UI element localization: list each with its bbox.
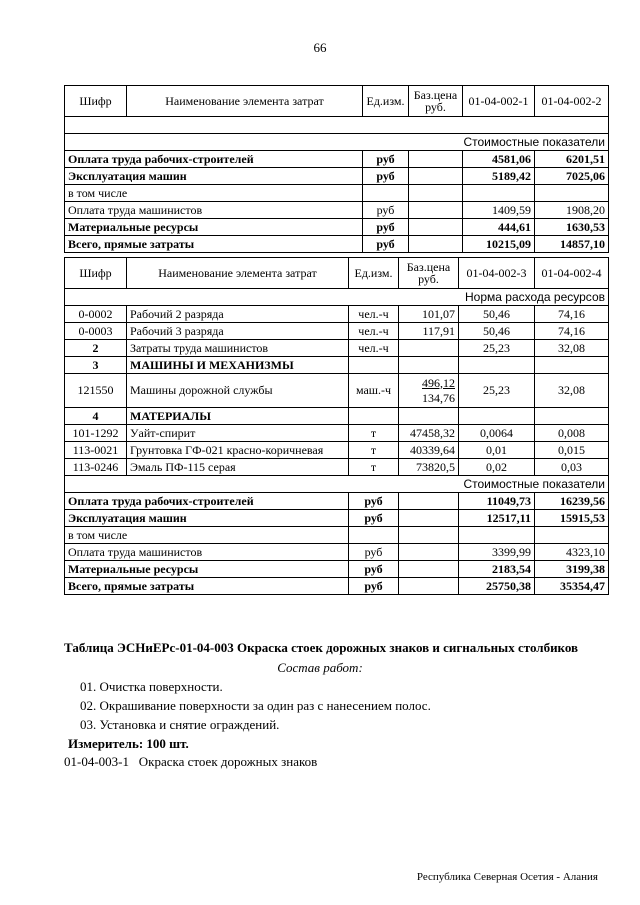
row-unit (349, 527, 399, 544)
row-value2 (535, 527, 609, 544)
row-name: Всего, прямые затраты (65, 236, 363, 253)
header-col2: 01-04-002-2 (535, 86, 609, 117)
section-label: Норма расхода ресурсов (65, 289, 609, 306)
row-price: 101,07 (399, 306, 459, 323)
table-row (65, 236, 609, 253)
header-code: Шифр (65, 86, 127, 117)
row-value1: 0,0064 (459, 425, 535, 442)
row-code: 0-0002 (65, 306, 127, 323)
section-label: Стоимостные показатели (65, 476, 609, 493)
table-row (65, 202, 609, 219)
row-name: в том числе (65, 185, 363, 202)
row-name: Эксплуатация машин (65, 510, 349, 527)
table-row (65, 561, 609, 578)
row-price (409, 185, 463, 202)
table-row (65, 527, 609, 544)
table-row (65, 510, 609, 527)
table-caption: Таблица ЭСНиЕРс-01-04-003 Окраска стоек дорожных знаков и сигнальных столбиков (64, 640, 579, 655)
row-unit (349, 357, 399, 374)
group-row (65, 357, 609, 374)
row-price (399, 340, 459, 357)
row-code: 0-0003 (65, 323, 127, 340)
header-col1: 01-04-002-3 (459, 258, 535, 289)
row-value1: 0,01 (459, 442, 535, 459)
row-price: 40339,64 (399, 442, 459, 459)
row-value1: 10215,09 (463, 236, 535, 253)
row-name: Грунтовка ГФ-021 красно-коричневая (127, 442, 349, 459)
row-unit: руб (363, 168, 409, 185)
table-row (65, 151, 609, 168)
row-value2: 35354,47 (535, 578, 609, 595)
row-unit: маш.-ч (349, 374, 399, 408)
operation-item: 01. Очистка поверхности. (80, 679, 223, 694)
row-value1: 4581,06 (463, 151, 535, 168)
table-row (65, 219, 609, 236)
row-value2: 0,03 (535, 459, 609, 476)
row-price (399, 578, 459, 595)
row-value2 (535, 357, 609, 374)
header-base-line1: Баз.цена (406, 260, 451, 274)
row-unit: руб (363, 236, 409, 253)
header-base-line2: руб. (418, 272, 439, 286)
row-unit: руб (363, 219, 409, 236)
operation-item: 03. Установка и снятие ограждений. (80, 717, 280, 732)
row-unit (349, 408, 399, 425)
row-value1: 5189,42 (463, 168, 535, 185)
table-row (65, 425, 609, 442)
row-unit: т (349, 459, 399, 476)
cost-table-1 (64, 85, 609, 253)
header-col2: 01-04-002-4 (535, 258, 609, 289)
row-unit: т (349, 425, 399, 442)
section-row (65, 134, 609, 151)
norm-item: 01-04-003-1 Окраска стоек дорожных знаков (64, 754, 318, 769)
row-value2: 0,015 (535, 442, 609, 459)
row-value1: 50,46 (459, 323, 535, 340)
row-price (399, 408, 459, 425)
row-name: Рабочий 3 разряда (127, 323, 349, 340)
row-value2: 0,008 (535, 425, 609, 442)
table-row (65, 544, 609, 561)
operation-item: 02. Окрашивание поверхности за один раз с нанесением полос. (80, 698, 431, 713)
row-unit: чел.-ч (349, 323, 399, 340)
row-value1: 25,23 (459, 374, 535, 408)
header-col1: 01-04-002-1 (463, 86, 535, 117)
row-value1: 50,46 (459, 306, 535, 323)
row-price: 47458,32 (399, 425, 459, 442)
row-value2: 15915,53 (535, 510, 609, 527)
row-code: 2 (65, 340, 127, 357)
row-price (409, 236, 463, 253)
row-value1: 3399,99 (459, 544, 535, 561)
header-base-line2: руб. (425, 100, 446, 114)
group-code: 4 (65, 408, 127, 425)
page-number: 66 (313, 40, 327, 55)
row-value2: 3199,38 (535, 561, 609, 578)
row-name: Оплата труда рабочих-строителей (65, 151, 363, 168)
group-row (65, 408, 609, 425)
row-name: в том числе (65, 527, 349, 544)
work-composition-title: Состав работ: (277, 660, 363, 675)
row-price (399, 561, 459, 578)
table-row (65, 374, 609, 408)
table-row (65, 185, 609, 202)
header-unit: Ед.изм. (363, 86, 409, 117)
row-name: Затраты труда машинистов (127, 340, 349, 357)
footer-region: Республика Северная Осетия - Алания (416, 871, 598, 883)
row-value2: 1630,53 (535, 219, 609, 236)
row-price: 73820,5 (399, 459, 459, 476)
row-name: Оплата труда машинистов (65, 544, 349, 561)
row-value2: 4323,10 (535, 544, 609, 561)
row-name: Машины дорожной службы (127, 374, 349, 408)
row-value2: 6201,51 (535, 151, 609, 168)
row-value2: 14857,10 (535, 236, 609, 253)
row-unit: руб (363, 202, 409, 219)
row-unit: руб (349, 561, 399, 578)
row-name: Материальные ресурсы (65, 219, 363, 236)
row-value2 (535, 185, 609, 202)
spacer (65, 117, 609, 134)
table-row (65, 578, 609, 595)
row-value1: 25,23 (459, 340, 535, 357)
row-code: 121550 (65, 374, 127, 408)
row-value2: 7025,06 (535, 168, 609, 185)
header-unit: Ед.изм. (349, 258, 399, 289)
row-unit: руб (363, 151, 409, 168)
row-unit: руб (349, 578, 399, 595)
row-value2: 74,16 (535, 323, 609, 340)
header-base-line1: Баз.цена (413, 88, 458, 102)
row-name: Оплата труда рабочих-строителей (65, 493, 349, 510)
cost-table-2 (64, 257, 609, 595)
table-row (65, 168, 609, 185)
row-name: Рабочий 2 разряда (127, 306, 349, 323)
row-value1 (463, 185, 535, 202)
row-name: Всего, прямые затраты (65, 578, 349, 595)
row-unit: чел.-ч (349, 306, 399, 323)
section-label: Стоимостные показатели (65, 134, 609, 151)
row-value1: 0,02 (459, 459, 535, 476)
row-name: Материальные ресурсы (65, 561, 349, 578)
table-row (65, 493, 609, 510)
row-code: 113-0246 (65, 459, 127, 476)
row-value1: 1409,59 (463, 202, 535, 219)
row-value2: 1908,20 (535, 202, 609, 219)
row-value1: 444,61 (463, 219, 535, 236)
row-price (399, 544, 459, 561)
group-name: МАШИНЫ И МЕХАНИЗМЫ (127, 357, 349, 374)
row-unit: чел.-ч (349, 340, 399, 357)
row-code: 101-1292 (65, 425, 127, 442)
row-unit: руб (349, 544, 399, 561)
row-name: Эмаль ПФ-115 серая (127, 459, 349, 476)
row-price (399, 510, 459, 527)
row-price (409, 202, 463, 219)
row-price (409, 151, 463, 168)
row-unit: руб (349, 510, 399, 527)
row-value2: 32,08 (535, 374, 609, 408)
row-value2 (535, 408, 609, 425)
header-code: Шифр (65, 258, 127, 289)
row-value2: 74,16 (535, 306, 609, 323)
group-name: МАТЕРИАЛЫ (127, 408, 349, 425)
section-row (65, 289, 609, 306)
row-value1 (459, 357, 535, 374)
group-code: 3 (65, 357, 127, 374)
table-row (65, 459, 609, 476)
section-row (65, 476, 609, 493)
row-value2: 16239,56 (535, 493, 609, 510)
table-header (65, 86, 609, 117)
header-name: Наименование элемента затрат (127, 86, 363, 117)
row-unit: руб (349, 493, 399, 510)
row-price (399, 357, 459, 374)
row-price (409, 168, 463, 185)
measure-unit: Измеритель: 100 шт. (68, 736, 189, 751)
header-base-price (409, 86, 463, 117)
row-price (409, 219, 463, 236)
row-name: Уайт-спирит (127, 425, 349, 442)
row-value1: 12517,11 (459, 510, 535, 527)
row-value1: 2183,54 (459, 561, 535, 578)
row-name: Оплата труда машинистов (65, 202, 363, 219)
row-price: 117,91 (399, 323, 459, 340)
price-line1: 496,12 (422, 375, 455, 390)
price-line2: 134,76 (422, 390, 455, 405)
row-unit (363, 185, 409, 202)
row-name: Эксплуатация машин (65, 168, 363, 185)
row-value1 (459, 527, 535, 544)
row-value1 (459, 408, 535, 425)
row-price (399, 527, 459, 544)
row-price (399, 493, 459, 510)
row-price (399, 374, 459, 408)
table-row (65, 306, 609, 323)
row-value1: 11049,73 (459, 493, 535, 510)
row-value1: 25750,38 (459, 578, 535, 595)
header-name: Наименование элемента затрат (127, 258, 349, 289)
row-unit: т (349, 442, 399, 459)
table-row (65, 442, 609, 459)
header-base-price (399, 258, 459, 289)
row-code: 113-0021 (65, 442, 127, 459)
table-row (65, 340, 609, 357)
table-row (65, 323, 609, 340)
row-value2: 32,08 (535, 340, 609, 357)
table-header (65, 258, 609, 289)
